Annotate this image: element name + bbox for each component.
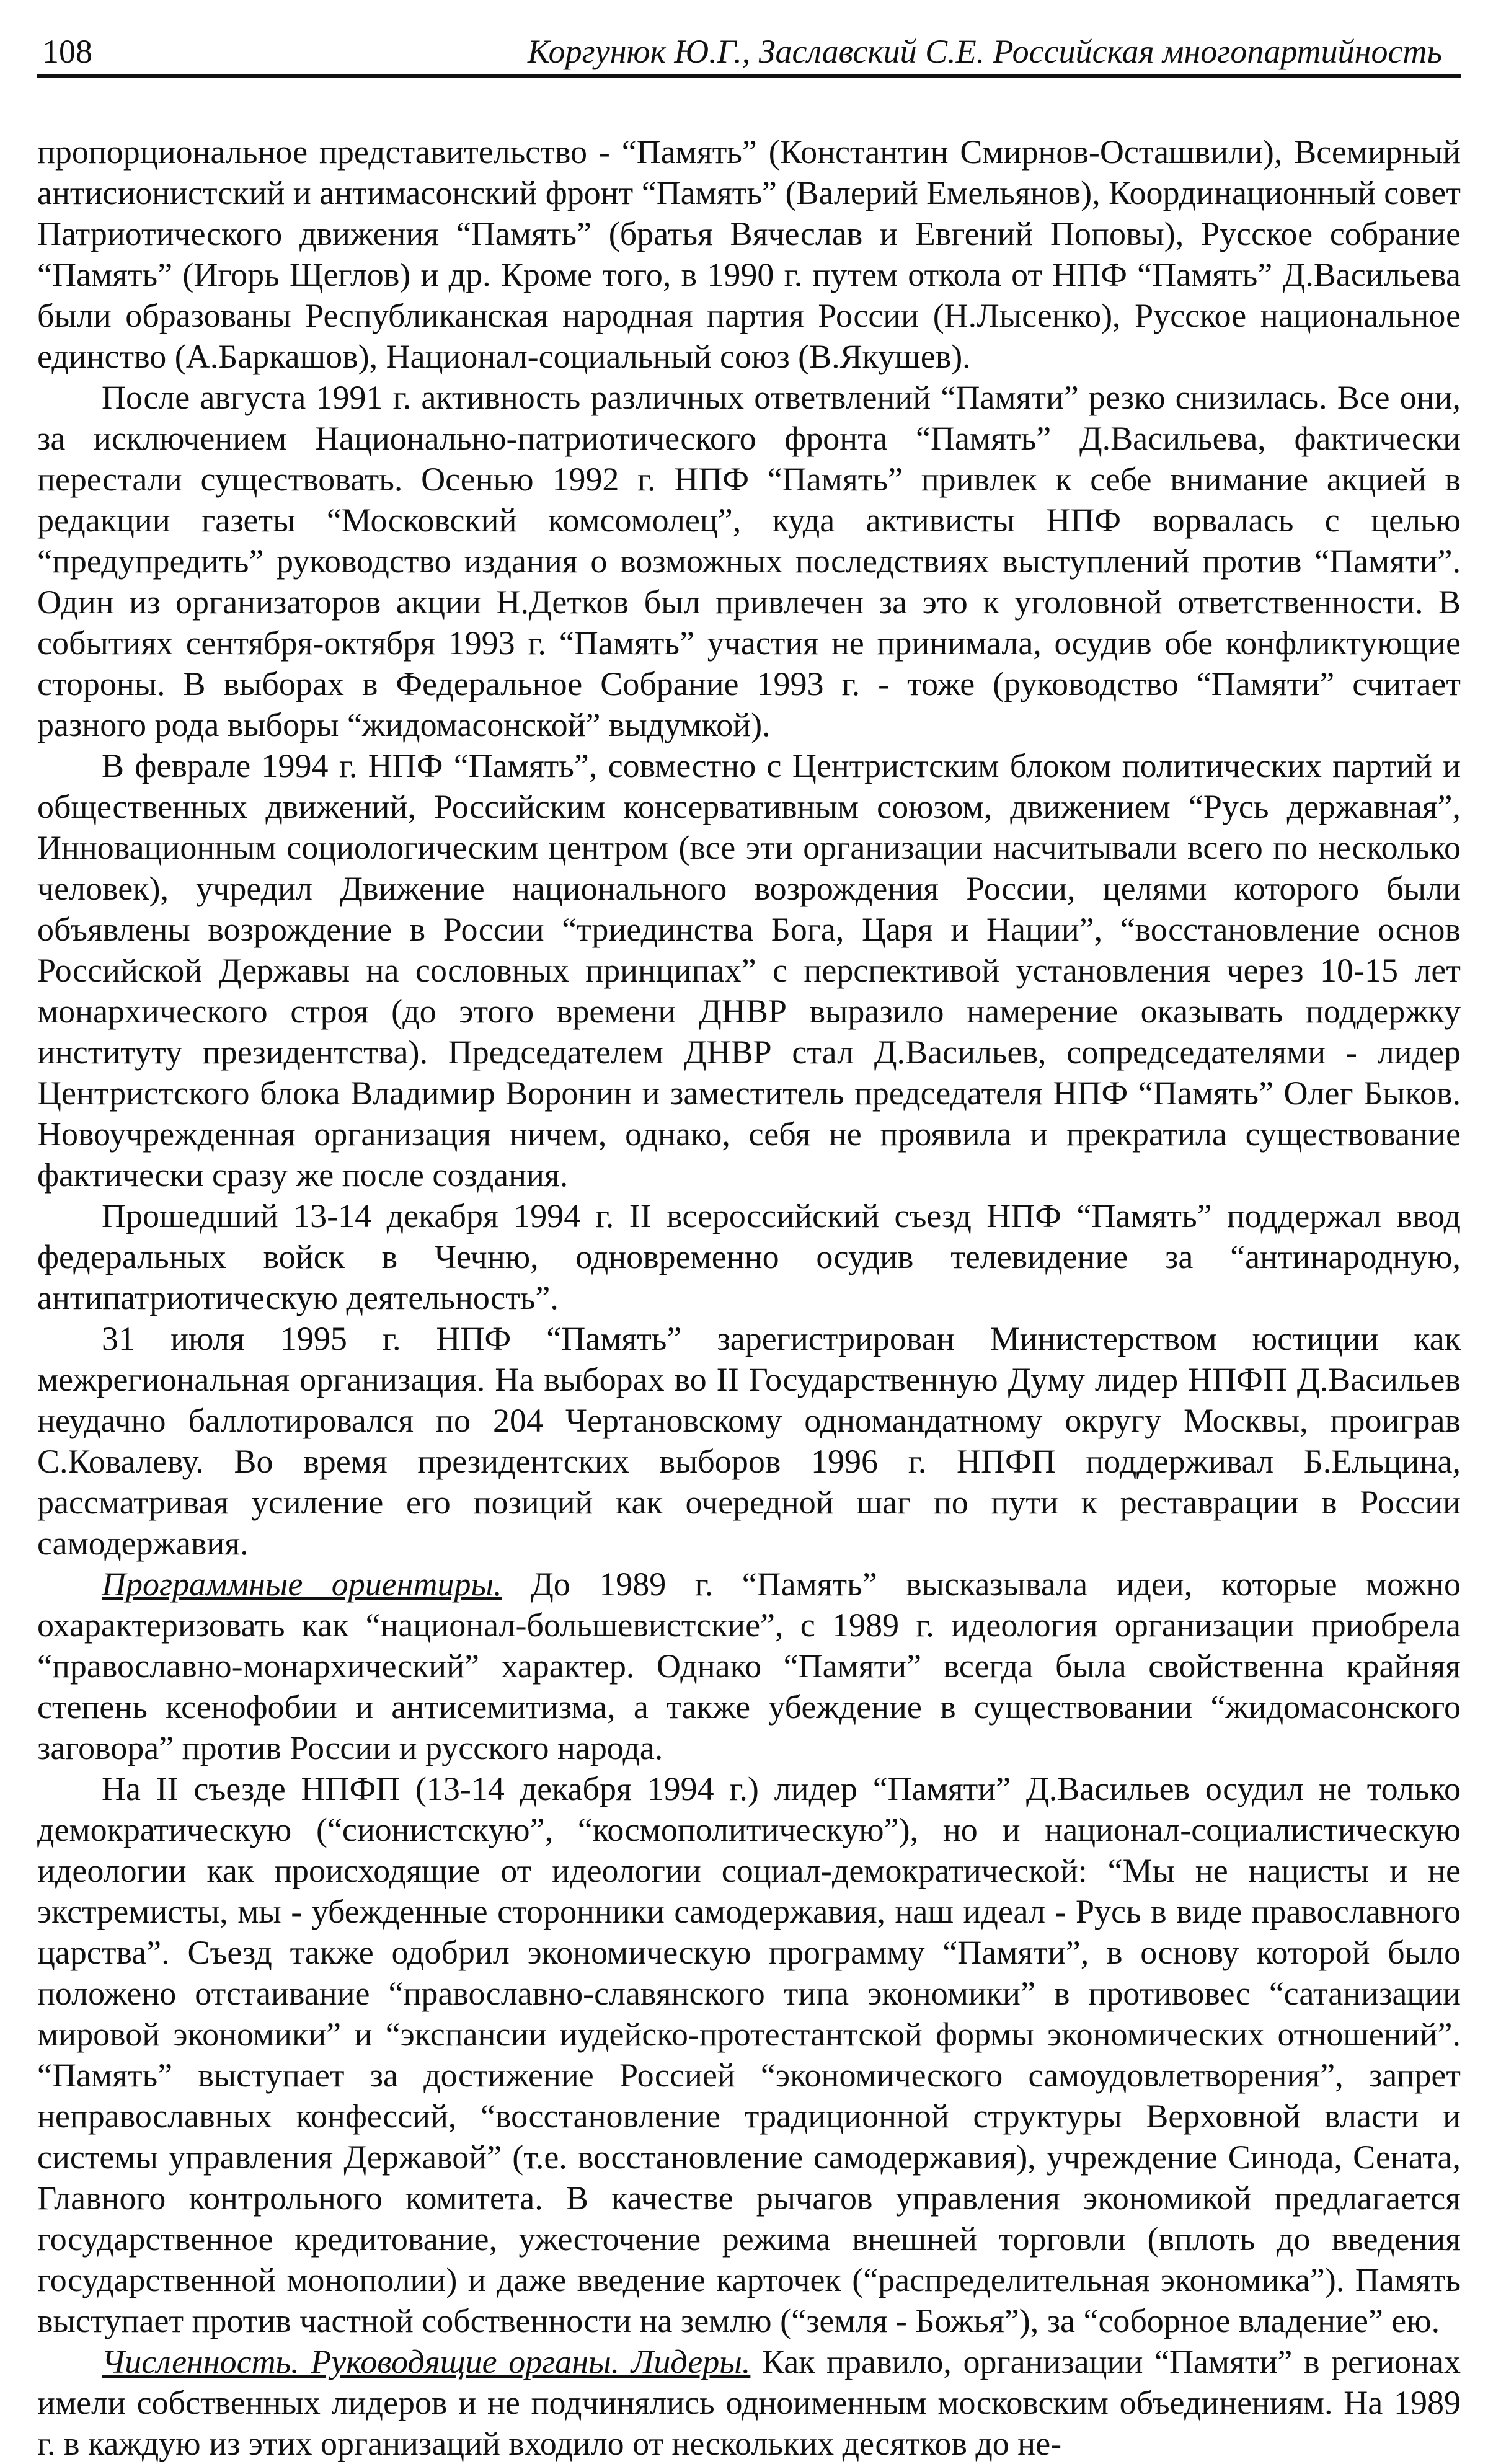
- paragraph-text: 31 июля 1995 г. НПФ “Память” зарегистрирован Министерством юстиции как межрегиональная организация. На выборах во II Государственную Думу лидер НПФП Д.Васильев неудачно баллотировался по 204 Чертановскому одномандатному округу Москвы, проиграв С.Ковалеву. Во время президентских выборов 1996 г. НПФП поддерживал Б.Ельцина, рассматривая усиление его позиций как очередной шаг по пути к реставрации в России самодержавия.: [37, 1320, 1461, 1562]
- document-page: [37, 0, 1461, 2462]
- section-heading: Программные ориентиры.: [102, 1566, 502, 1603]
- page-header: [37, 25, 1461, 78]
- paragraph: [37, 1768, 1461, 2341]
- paragraph-text: В феврале 1994 г. НПФ “Память”, совместно с Центристским блоком политических партий и общественных движений, Российским консервативным союзом, движением “Русь державная”, Инновационным социологическим центром (все эти организации насчитывали всего по несколько человек), учредил Движение национального возрождения России, целями которого были объявлены возрождение в России “триединства Бога, Царя и Нации”, “восстановление основ Российской Державы на сословных принципах” с перспективой установления через 10-15 лет монархического строя (до этого времени ДНВР выразило намерение оказывать поддержку институту президентства). Председателем ДНВР стал Д.Васильев, сопредседателями - лидер Центристского блока Владимир Воронин и заместитель председателя НПФ “Память” Олег Быков. Новоучрежденная организация ничем, однако, себя не проявила и прекратила существование фактически сразу же после создания.: [37, 747, 1461, 1194]
- running-title: Коргунюк Ю.Г., Заславский С.Е. Российская многопартийность: [527, 33, 1442, 70]
- paragraph-text: пропорциональное представительство - “Память” (Константин Смирнов-Осташвили), Всемирный антисионистский и антимасонский фронт “Память” (Валерий Емельянов), Координационный совет Патриотического движения “Память” (братья Вячеслав и Евгений Поповы), Русское собрание “Память” (Игорь Щеглов) и др. Кроме того, в 1990 г. путем откола от НПФ “Память” Д.Васильева были образованы Республиканская народная партия России (Н.Лысенко), Русское национальное единство (А.Баркашов), Национал-социальный союз (В.Якушев).: [37, 133, 1461, 375]
- paragraph: [37, 1318, 1461, 1564]
- paragraph: [37, 1195, 1461, 1318]
- section-heading: Численность. Руководящие органы. Лидеры.: [102, 2343, 751, 2380]
- paragraph: [37, 1564, 1461, 1768]
- paragraph: [37, 2341, 1461, 2464]
- paragraph-text: Прошедший 13-14 декабря 1994 г. II всероссийский съезд НПФ “Память” поддержал ввод федеральных войск в Чечню, одновременно осудив телевидение за “антинародную, антипатриотическую деятельность”.: [37, 1197, 1461, 1316]
- paragraph: [37, 377, 1461, 745]
- paragraph-text: После августа 1991 г. активность различных ответвлений “Памяти” резко снизилась. Все они, за исключением Национально-патриотического фронта “Память” Д.Васильева, фактически перестали существовать. Осенью 1992 г. НПФ “Память” привлек к себе внимание акцией в редакции газеты “Московский комсомолец”, куда активисты НПФ ворвалась с целью “предупредить” руководство издания о возможных последствиях выступлений против “Памяти”. Один из организаторов акции Н.Детков был привлечен за это к уголовной ответственности. В событиях сентября-октября 1993 г. “Память” участия не принимала, осудив обе конфликтующие стороны. В выборах в Федеральное Собрание 1993 г. - тоже (руководство “Памяти” считает разного рода выборы “жидомасонской” выдумкой).: [37, 379, 1461, 743]
- paragraph-text: До 1989 г. “Память” высказывала идеи, которые можно охарактеризовать как “национал-большевистские”, с 1989 г. идеология организации приобрела “православно-монархический” характер. Однако “Памяти” всегда была свойственна крайняя степень ксенофобии и антисемитизма, а также убеждение в существовании “жидомасонского заговора” против России и русского народа.: [37, 1566, 1461, 1766]
- paragraph-text: Как правило, организации “Памяти” в регионах имели собственных лидеров и не подчинялись одноименным московским объединениям. На 1989 г. в каждую из этих организаций входило от нескольких десятков до не-: [37, 2343, 1461, 2462]
- page-number: 108: [42, 33, 92, 70]
- paragraph-text: На II съезде НПФП (13-14 декабря 1994 г.) лидер “Памяти” Д.Васильев осудил не только демократическую (“сионистскую”, “космополитическую”), но и национал-социалистическую идеологии как происходящие от идеологии социал-демократической: “Мы не нацисты и не экстремисты, мы - убежденные сторонники самодержавия, наш идеал - Русь в виде православного царства”. Съезд также одобрил экономическую программу “Памяти”, в основу которой было положено отстаивание “православно-славянского типа экономики” в противовес “сатанизации мировой экономики” и “экспансии иудейско-протестантской формы экономических отношений”. “Память” выступает за достижение Россией “экономического самоудовлетворения”, запрет неправославных конфессий, “восстановление традиционной структуры Верховной власти и системы управления Державой” (т.е. восстановление самодержавия), учреждение Синода, Сената, Главного контрольного комитета. В качестве рычагов управления экономикой предлагается государственное кредитование, ужесточение режима внешней торговли (вплоть до введения государственной монополии) и даже введение карточек (“распределительная экономика”). Память выступает против частной собственности на землю (“земля - Божья”), за “соборное владение” ею.: [37, 1770, 1461, 2339]
- document-body: [37, 131, 1461, 2464]
- paragraph: [37, 131, 1461, 377]
- paragraph: [37, 745, 1461, 1195]
